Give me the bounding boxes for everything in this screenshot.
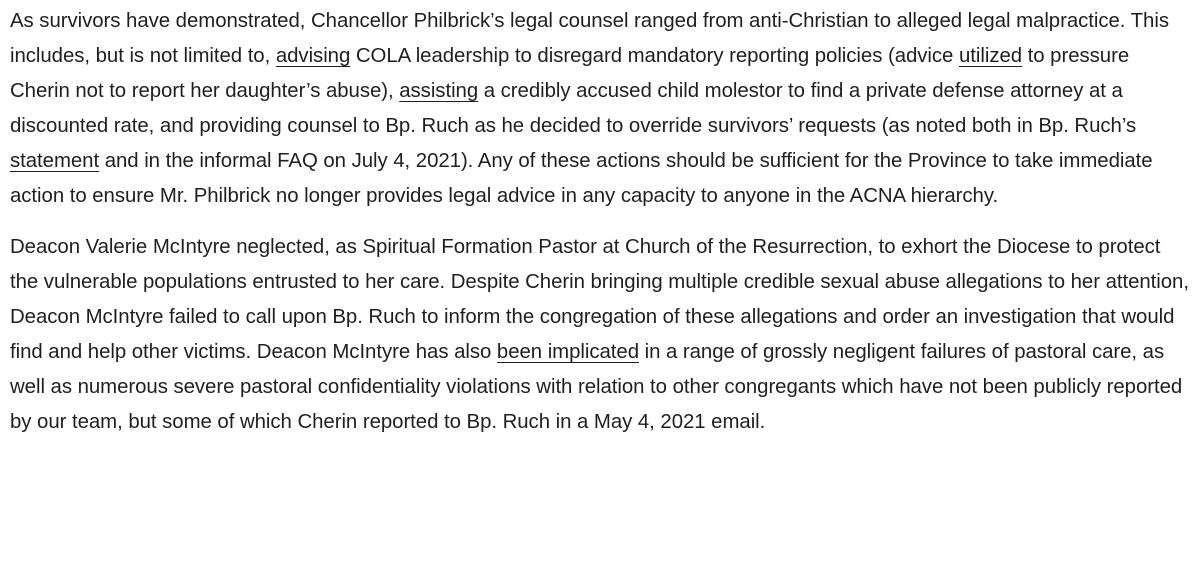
text-segment: and in the informal FAQ on July 4, 2021). Any of these actions should be sufficient for the Province to take immediate action to ensure Mr. Philbrick no longer provides legal advice in any capacity to anyone in the ACNA hierarchy. [10,150,1153,207]
link-statement[interactable]: statement [10,150,100,172]
text-segment: in a range of grossly negligent failures of pastoral care, as well as numerous severe pastoral confidentiality violations with relation to other congregants which have not been publicly reported by our team, but some of which Cherin reported to Bp. Ruch in a May 4, 2021 email. [10,341,1183,433]
paragraph-mcintyre [10,230,1190,440]
link-advising[interactable]: advising [275,45,351,67]
text-segment: a credibly accused child molestor to find a private defense attorney at a discounted rate, and providing counsel to Bp. Ruch as he decided to override survivors’ requests (as noted both in Bp. Ruch’s [10,80,1137,137]
link-utilized[interactable]: utilized [958,45,1023,67]
paragraph-philbrick [10,4,1190,214]
text-segment: Deacon Valerie McIntyre neglected, as Spiritual Formation Pastor at Church of the Resurrection, to exhort the Diocese to protect the vulnerable populations entrusted to her care. Despite Cherin bringing multiple credible sexual abuse allegations to her attention, Deacon McIntyre failed to call upon Bp. Ruch to inform the congregation of these allegations and order an investigation that would find and help other victims. Deacon McIntyre has also [10,236,1189,363]
link-assisting[interactable]: assisting [399,80,479,102]
link-been-implicated[interactable]: been implicated [496,341,639,363]
text-segment: to pressure Cherin not to report her daughter’s abuse), [10,45,1130,102]
text-segment: COLA leadership to disregard mandatory reporting policies (advice [350,45,959,67]
text-segment: As survivors have demonstrated, Chancellor Philbrick’s legal counsel ranged from anti-Christian to alleged legal malpractice. This includes, but is not limited to, [10,10,1169,67]
